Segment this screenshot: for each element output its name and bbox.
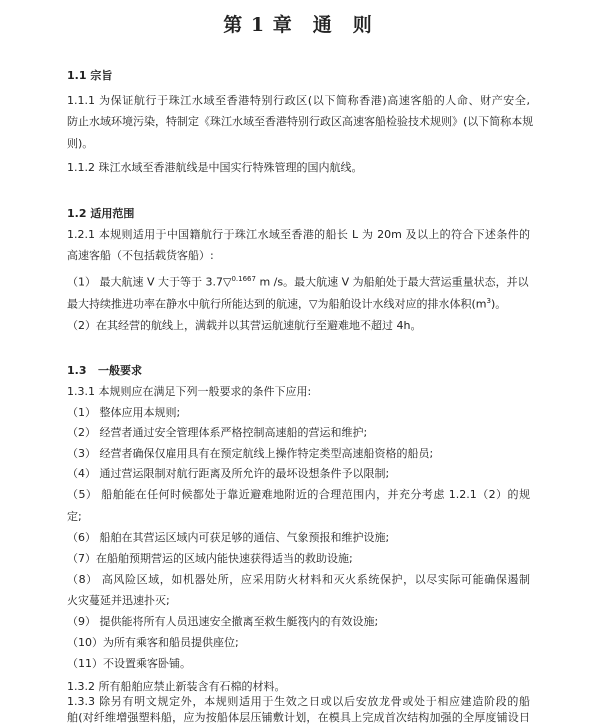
paragraph-1-3-3-line: 1.3.3 除另有明文规定外，本规则适用于生效之日或以后安放龙骨或处于相应建造阶段的船	[67, 695, 530, 708]
list-item: （2） 经营者通过安全管理体系严格控制高速船的营运和维护;	[67, 426, 368, 439]
paragraph-1-3-3-line: 舶(对纤维增强塑料船，应为按船体层压铺敷计划，在模具上完成首次结构加强的全厚度铺设日	[67, 711, 530, 724]
list-item: （4） 通过营运限制对航行距离及所允许的最坏设想条件予以限制;	[67, 467, 390, 480]
list-item: （6） 船舶在其营运区域内可获足够的通信、气象预报和维护设施;	[67, 531, 390, 544]
list-item: （1） 整体应用本规则;	[67, 406, 181, 419]
paragraph-1-1-2: 1.1.2 珠江水域至香港航线是中国实行特殊管理的国内航线。	[67, 161, 363, 174]
condition-2: （2）在其经营的航线上，满载并以其营运航速航行至避难地不超过 4h。	[67, 319, 422, 332]
list-item: （5） 船舶能在任何时候都处于靠近避难地附近的合理范围内，并充分考虑 1.2.1（2）的规	[67, 488, 530, 501]
paragraph-1-3-1: 1.3.1 本规则应在满足下列一般要求的条件下应用:	[67, 385, 312, 398]
paragraph-1-2-1-line: 1.2.1 本规则适用于中国籍航行于珠江水域至香港的船长 L 为 20m 及以上的符合下述条件的	[67, 228, 530, 241]
list-item: （10）为所有乘客和船员提供座位;	[67, 636, 239, 649]
condition-1: （1） 最大航速 V 大于等于 3.7▽$^{0.1667}$ m /s。最大航速 V 为船舶处于最大营运重量状态，并以	[67, 275, 529, 289]
paragraph-1-3-2: 1.3.2 所有船舶应禁止新装含有石棉的材料。	[67, 680, 286, 693]
chapter-title: 第 1 章 通 则	[223, 14, 373, 36]
list-item: 火灾蔓延并迅速扑灭;	[67, 594, 170, 607]
section-heading-1-2: 1.2 适用范围	[67, 207, 135, 220]
list-item: 定;	[67, 510, 82, 523]
section-heading-1-3: 1.3 一般要求	[67, 364, 142, 377]
list-item: （3） 经营者确保仅雇用具有在预定航线上操作特定类型高速船资格的船员;	[67, 447, 434, 460]
list-item: （11）不设置乘客卧铺。	[67, 657, 191, 670]
paragraph-1-1-1-line: 则)。	[67, 137, 94, 150]
section-heading-1-1: 1.1 宗旨	[67, 69, 113, 82]
condition-1-cont: 最大持续推进功率在静水中航行所能达到的航速，▽为船舶设计水线对应的排水体积$(m^3)$。	[67, 297, 507, 311]
paragraph-1-2-1-line: 高速客船（不包括载货客船）:	[67, 249, 214, 262]
list-item: （8） 高风险区域，如机器处所，应采用防火材料和灭火系统保护，以尽实际可能确保遏制	[67, 573, 530, 586]
paragraph-1-1-1-line: 1.1.1 为保证航行于珠江水域至香港特别行政区(以下简称香港)高速客船的人命、财产安全,	[67, 94, 530, 107]
list-item: （7）在船舶预期营运的区域内能快速获得适当的救助设施;	[67, 552, 353, 565]
paragraph-1-1-1-line: 防止水域环境污染，特制定《珠江水域至香港特别行政区高速客船检验技术规则》(以下简称本规	[67, 115, 534, 128]
list-item: （9） 提供能将所有人员迅速安全撤离至救生艇筏内的有效设施;	[67, 615, 379, 628]
